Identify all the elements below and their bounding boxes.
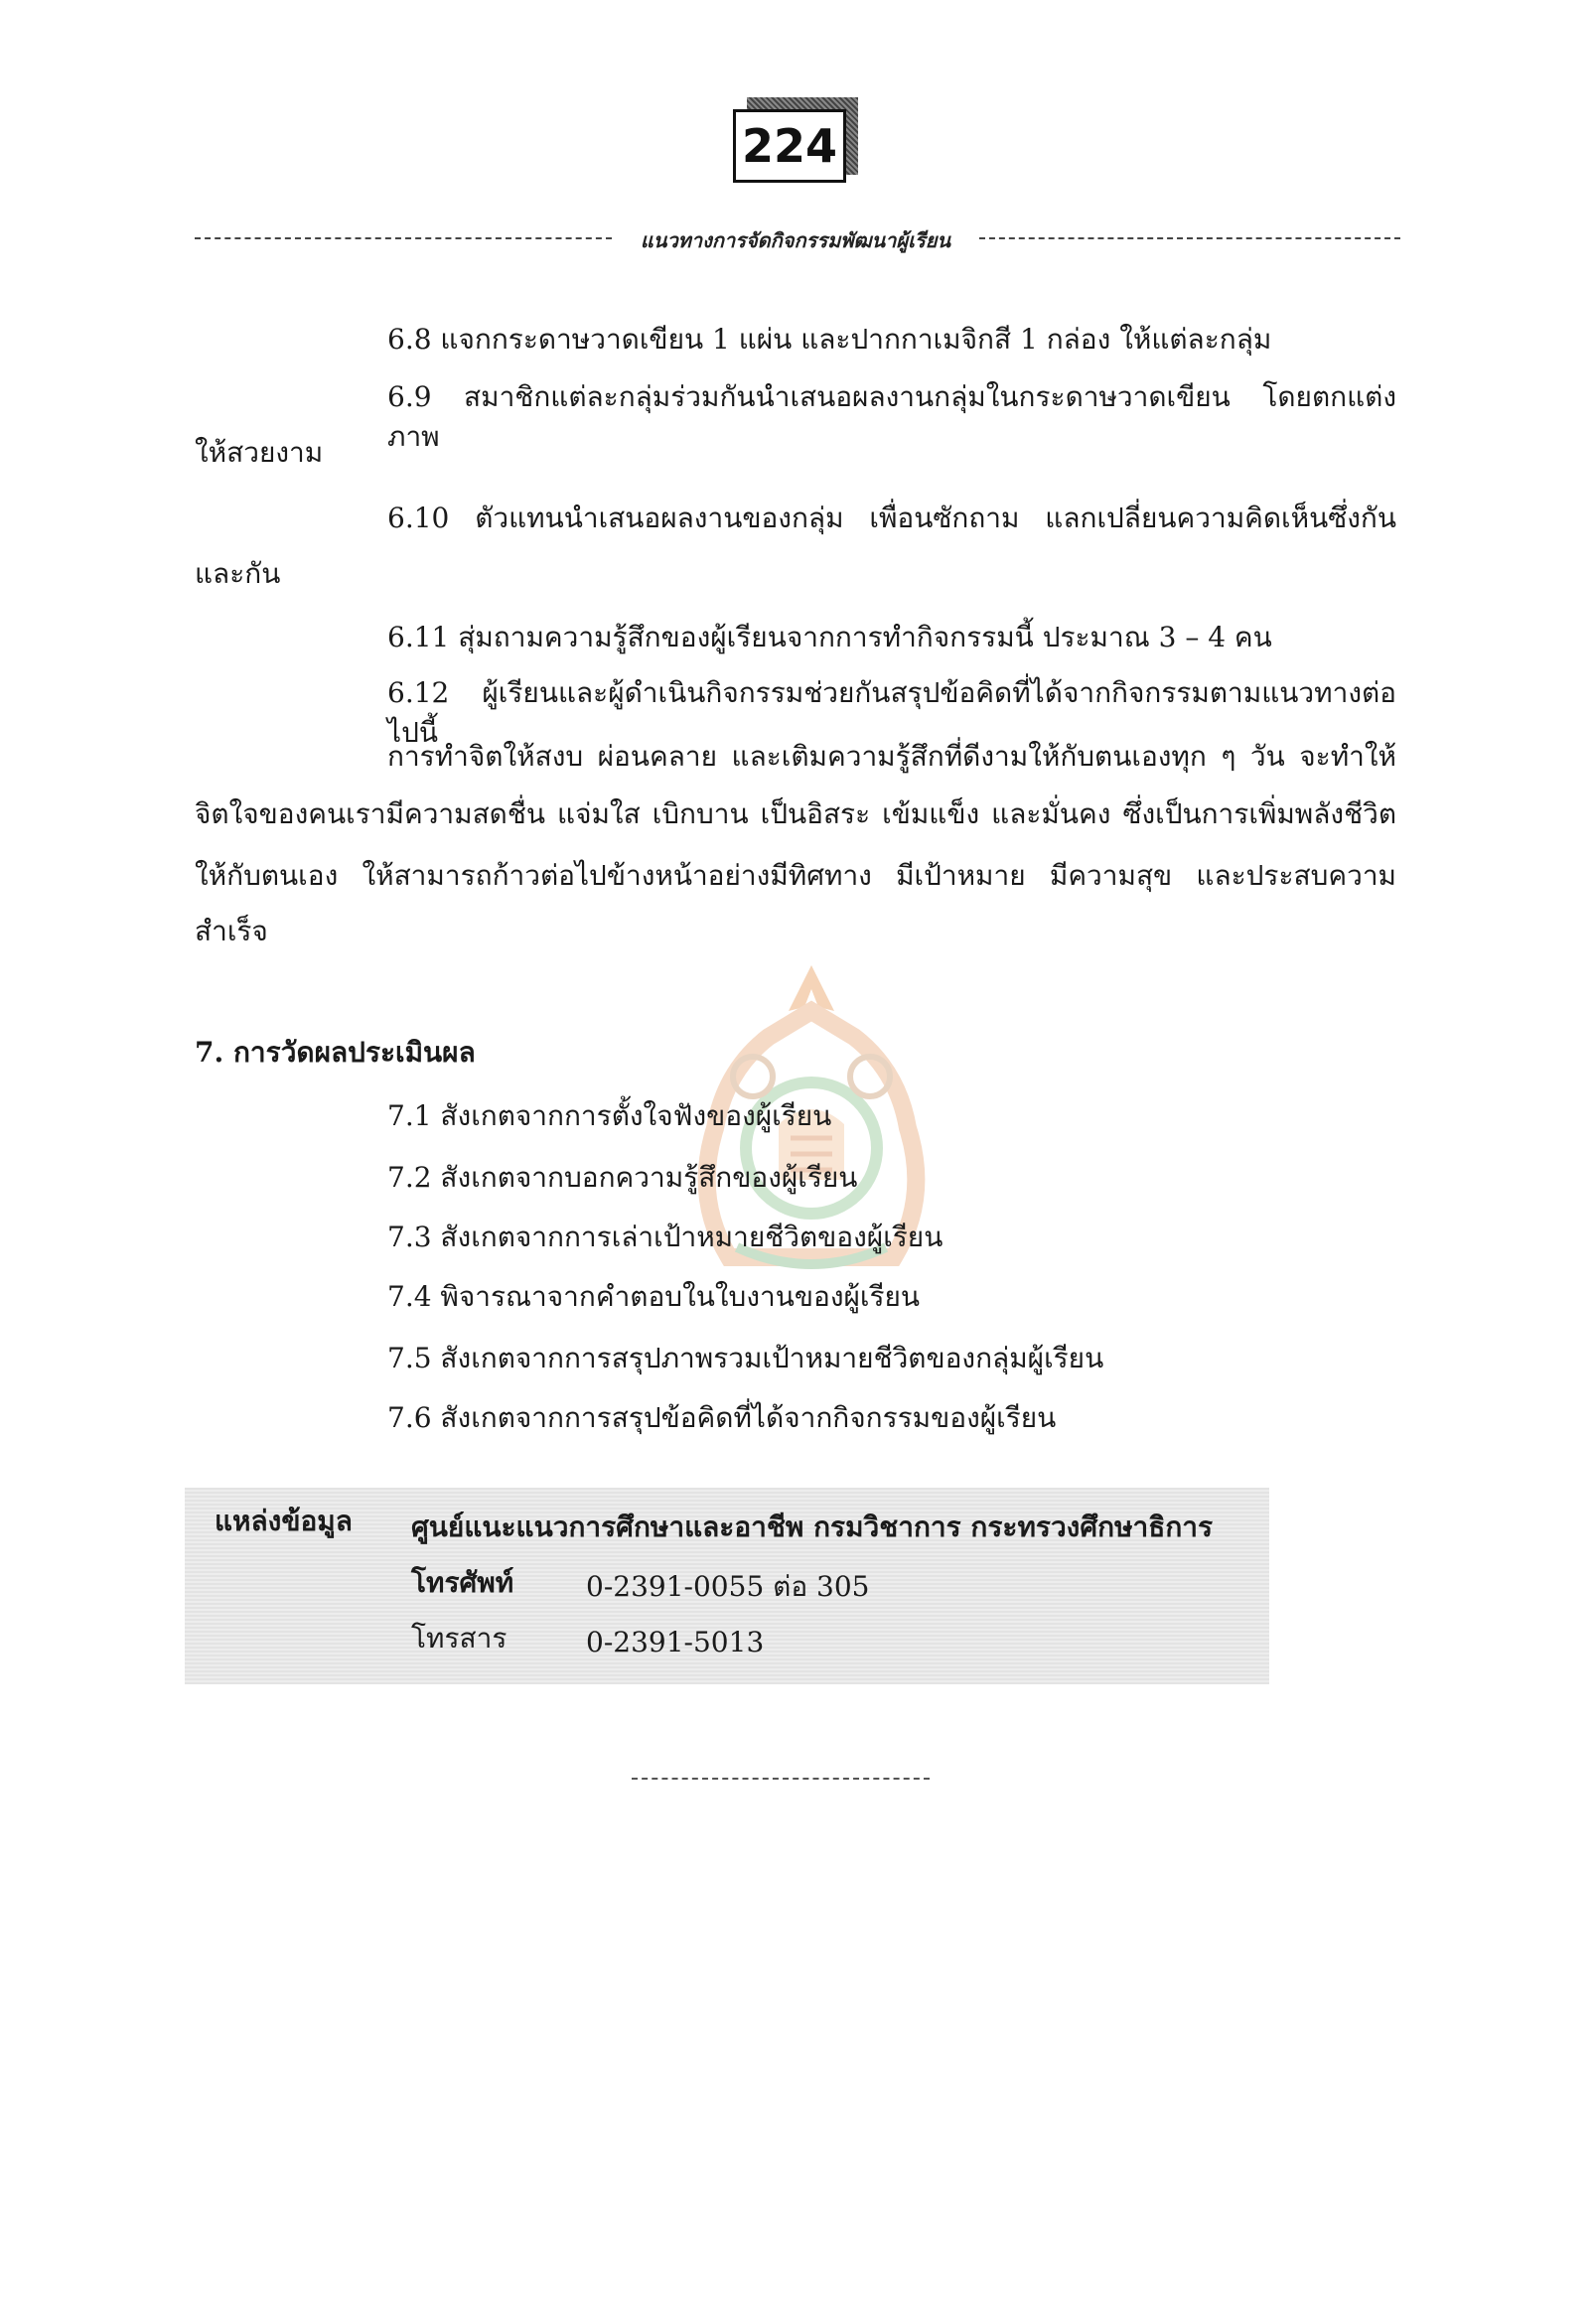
summary-line-1: การทำจิตให้สงบ ผ่อนคลาย และเติมความรู้สึกที่ดีงามให้กับตนเองทุก ๆ วัน จะทำให้: [387, 740, 1396, 773]
item-6-8: 6.8 แจกกระดาษวาดเขียน 1 แผ่น และปากกาเมจิกสี 1 กล่อง ให้แต่ละกลุ่ม: [387, 323, 1272, 356]
item-6-9-cont: ให้สวยงาม: [195, 436, 324, 469]
end-rule: [632, 1778, 930, 1780]
page-number: 224: [733, 109, 846, 183]
eval-item-7-3: 7.3 สังเกตจากการเล่าเป้าหมายชีวิตของผู้เรียน: [387, 1221, 943, 1253]
header-rule-right: [979, 237, 1400, 239]
eval-item-7-1: 7.1 สังเกตจากการตั้งใจฟังของผู้เรียน: [387, 1099, 832, 1132]
page-number-box: [733, 103, 852, 185]
item-6-10: 6.10 ตัวแทนนำเสนอผลงานของกลุ่ม เพื่อนซักถาม แลกเปลี่ยนความคิดเห็นซึ่งกัน: [387, 502, 1396, 534]
running-header: [195, 224, 1400, 254]
eval-item-7-4: 7.4 พิจารณาจากคำตอบในใบงานของผู้เรียน: [387, 1280, 921, 1313]
eval-item-7-2: 7.2 สังเกตจากบอกความรู้สึกของผู้เรียน: [387, 1161, 858, 1194]
fax-label: โทรสาร: [411, 1622, 508, 1655]
summary-line-3: ให้กับตนเอง ให้สามารถก้าวต่อไปข้างหน้าอย่างมีทิศทาง มีเป้าหมาย มีความสุข และประสบความ: [195, 859, 1396, 892]
fax-number: 0-2391-5013: [586, 1626, 765, 1658]
item-6-11: 6.11 สุ่มถามความรู้สึกของผู้เรียนจากการทำกิจกรรมนี้ ประมาณ 3 – 4 คน: [387, 621, 1272, 653]
eval-item-7-6: 7.6 สังเกตจากการสรุปข้อคิดที่ได้จากกิจกรรมของผู้เรียน: [387, 1401, 1057, 1434]
header-rule-left: [195, 237, 612, 239]
eval-item-7-5: 7.5 สังเกตจากการสรุปภาพรวมเป้าหมายชีวิตของกลุ่มผู้เรียน: [387, 1342, 1104, 1374]
source-org: ศูนย์แนะแนวการศึกษาและอาชีพ กรมวิชาการ กระทรวงศึกษาธิการ: [411, 1511, 1214, 1543]
item-6-10-cont: และกัน: [195, 557, 281, 590]
phone-label: โทรศัพท์: [411, 1566, 514, 1599]
summary-line-4: สำเร็จ: [195, 915, 268, 947]
phone-number: 0-2391-0055 ต่อ 305: [586, 1570, 870, 1603]
header-title: แนวทางการจัดกิจกรรมพัฒนาผู้เรียน: [640, 228, 951, 252]
item-6-9: 6.9 สมาชิกแต่ละกลุ่มร่วมกันนำเสนอผลงานกลุ่มในกระดาษวาดเขียน โดยตกแต่งภาพ: [387, 380, 1396, 453]
source-label: แหล่งข้อมูล: [215, 1505, 353, 1537]
item-6-12: 6.12 ผู้เรียนและผู้ดำเนินกิจกรรมช่วยกันสรุปข้อคิดที่ได้จากกิจกรรมตามแนวทางต่อไปนี้: [387, 676, 1396, 749]
source-box: [185, 1488, 1269, 1684]
section-7-heading: 7. การวัดผลประเมินผล: [195, 1036, 476, 1069]
summary-line-2: จิตใจของคนเรามีความสดชื่น แจ่มใส เบิกบาน เป็นอิสระ เข้มแข็ง และมั่นคง ซึ่งเป็นการเพิ่มพลังชีวิต: [195, 797, 1396, 830]
